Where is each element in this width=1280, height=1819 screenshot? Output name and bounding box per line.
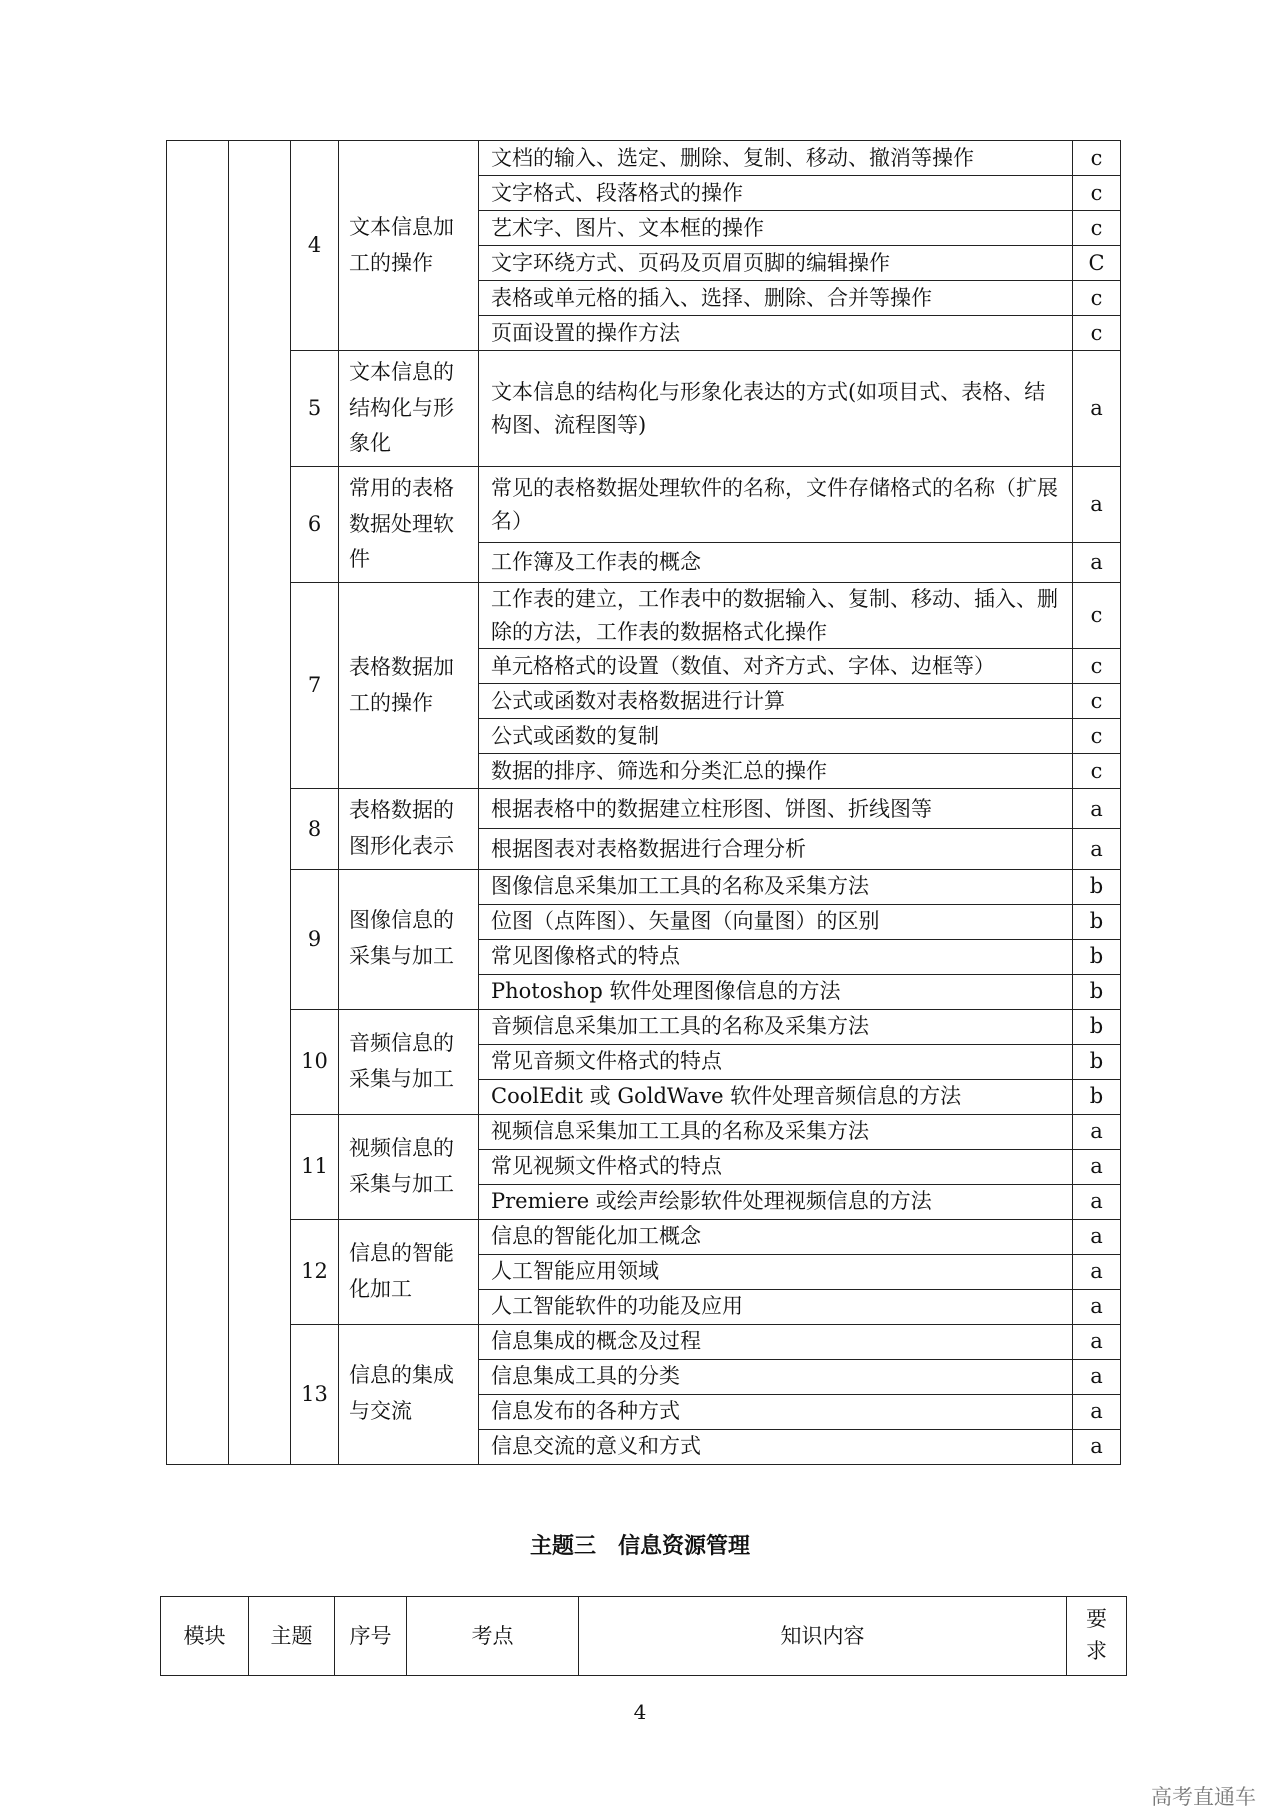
requirement-cell: c	[1073, 684, 1121, 719]
row-number: 12	[291, 1219, 339, 1324]
topic-cell: 常用的表格数据处理软件	[339, 467, 479, 583]
table-row	[167, 1324, 1121, 1359]
knowledge-cell: 表格或单元格的插入、选择、删除、合并等操作	[479, 281, 1073, 316]
knowledge-cell: 视频信息采集加工工具的名称及采集方法	[479, 1114, 1073, 1149]
knowledge-cell: 文字格式、段落格式的操作	[479, 176, 1073, 211]
row-number: 10	[291, 1009, 339, 1114]
row-number: 4	[291, 141, 339, 351]
knowledge-cell: 信息发布的各种方式	[479, 1394, 1073, 1429]
knowledge-cell: 常见视频文件格式的特点	[479, 1149, 1073, 1184]
topic-cell: 视频信息的采集与加工	[339, 1114, 479, 1219]
table-row	[167, 351, 1121, 467]
knowledge-cell: 工作表的建立，工作表中的数据输入、复制、移动、插入、删除的方法，工作表的数据格式化操作	[479, 583, 1073, 649]
table-row	[167, 467, 1121, 543]
topic-cell: 信息的集成与交流	[339, 1324, 479, 1464]
topic-cell: 音频信息的采集与加工	[339, 1009, 479, 1114]
knowledge-cell: 页面设置的操作方法	[479, 316, 1073, 351]
requirement-cell: c	[1073, 281, 1121, 316]
requirement-cell: b	[1073, 1044, 1121, 1079]
requirement-cell: c	[1073, 316, 1121, 351]
topic-cell: 文本信息加工的操作	[339, 141, 479, 351]
requirement-cell: b	[1073, 939, 1121, 974]
topic-cell: 文本信息的结构化与形象化	[339, 351, 479, 467]
requirement-cell: b	[1073, 1079, 1121, 1114]
topic-cell: 表格数据加工的操作	[339, 583, 479, 789]
theme-cell	[229, 141, 291, 1465]
header-req-text: 要求	[1086, 1607, 1107, 1663]
knowledge-cell: 常见音频文件格式的特点	[479, 1044, 1073, 1079]
row-number: 6	[291, 467, 339, 583]
requirement-cell: a	[1073, 1359, 1121, 1394]
knowledge-cell: CoolEdit 或 GoldWave 软件处理音频信息的方法	[479, 1079, 1073, 1114]
table-row	[167, 1219, 1121, 1254]
requirement-cell: b	[1073, 1009, 1121, 1044]
requirement-cell: a	[1073, 351, 1121, 467]
knowledge-cell: 单元格格式的设置（数值、对齐方式、字体、边框等）	[479, 649, 1073, 684]
requirement-cell: C	[1073, 246, 1121, 281]
knowledge-cell: 文档的输入、选定、删除、复制、移动、撤消等操作	[479, 141, 1073, 176]
row-number: 5	[291, 351, 339, 467]
header-content: 知识内容	[579, 1597, 1067, 1676]
watermark: 高考直通车	[1151, 1785, 1256, 1809]
table-row	[167, 583, 1121, 649]
requirement-cell: a	[1073, 1429, 1121, 1464]
requirement-cell: a	[1073, 467, 1121, 543]
knowledge-cell: 根据图表对表格数据进行合理分析	[479, 829, 1073, 869]
knowledge-table	[166, 140, 1121, 1465]
requirement-cell: b	[1073, 974, 1121, 1009]
requirement-cell: b	[1073, 904, 1121, 939]
requirement-cell: b	[1073, 869, 1121, 904]
topic-cell: 信息的智能化加工	[339, 1219, 479, 1324]
header-point: 考点	[407, 1597, 579, 1676]
row-number: 8	[291, 789, 339, 869]
knowledge-cell: 位图（点阵图）、矢量图（向量图）的区别	[479, 904, 1073, 939]
next-table-header	[160, 1596, 1127, 1676]
row-number: 7	[291, 583, 339, 789]
section-title: 主题三 信息资源管理	[529, 1534, 750, 1559]
knowledge-cell: 艺术字、图片、文本框的操作	[479, 211, 1073, 246]
requirement-cell: a	[1073, 1289, 1121, 1324]
knowledge-cell: 数据的排序、筛选和分类汇总的操作	[479, 754, 1073, 789]
topic-cell: 表格数据的图形化表示	[339, 789, 479, 869]
knowledge-cell: 文本信息的结构化与形象化表达的方式(如项目式、表格、结构图、流程图等)	[479, 351, 1073, 467]
knowledge-cell: 信息的智能化加工概念	[479, 1219, 1073, 1254]
requirement-cell: a	[1073, 1149, 1121, 1184]
row-number: 13	[291, 1324, 339, 1464]
knowledge-cell: 常见图像格式的特点	[479, 939, 1073, 974]
header-module: 模块	[161, 1597, 249, 1676]
knowledge-cell: 公式或函数的复制	[479, 719, 1073, 754]
requirement-cell: a	[1073, 789, 1121, 829]
requirement-cell: c	[1073, 141, 1121, 176]
table-row	[167, 141, 1121, 176]
requirement-cell: a	[1073, 542, 1121, 582]
header-theme: 主题	[249, 1597, 335, 1676]
header-req	[1067, 1597, 1127, 1676]
knowledge-cell: 人工智能应用领域	[479, 1254, 1073, 1289]
knowledge-cell: 根据表格中的数据建立柱形图、饼图、折线图等	[479, 789, 1073, 829]
page-number: 4	[633, 1700, 647, 1724]
requirement-cell: c	[1073, 583, 1121, 649]
requirement-cell: a	[1073, 1114, 1121, 1149]
requirement-cell: a	[1073, 1254, 1121, 1289]
requirement-cell: c	[1073, 649, 1121, 684]
requirement-cell: c	[1073, 211, 1121, 246]
requirement-cell: c	[1073, 754, 1121, 789]
topic-cell: 图像信息的采集与加工	[339, 869, 479, 1009]
table-row	[167, 1009, 1121, 1044]
requirement-cell: a	[1073, 829, 1121, 869]
knowledge-cell: 常见的表格数据处理软件的名称，文件存储格式的名称（扩展名）	[479, 467, 1073, 543]
knowledge-cell: 文字环绕方式、页码及页眉页脚的编辑操作	[479, 246, 1073, 281]
knowledge-cell: Photoshop 软件处理图像信息的方法	[479, 974, 1073, 1009]
table-row	[167, 869, 1121, 904]
requirement-cell: a	[1073, 1184, 1121, 1219]
row-number: 11	[291, 1114, 339, 1219]
knowledge-cell: 人工智能软件的功能及应用	[479, 1289, 1073, 1324]
requirement-cell: c	[1073, 719, 1121, 754]
knowledge-cell: 音频信息采集加工工具的名称及采集方法	[479, 1009, 1073, 1044]
knowledge-cell: Premiere 或绘声绘影软件处理视频信息的方法	[479, 1184, 1073, 1219]
row-number: 9	[291, 869, 339, 1009]
knowledge-cell: 工作簿及工作表的概念	[479, 542, 1073, 582]
knowledge-cell: 信息集成的概念及过程	[479, 1324, 1073, 1359]
knowledge-cell: 信息集成工具的分类	[479, 1359, 1073, 1394]
table-row	[167, 789, 1121, 829]
requirement-cell: a	[1073, 1394, 1121, 1429]
knowledge-cell: 图像信息采集加工工具的名称及采集方法	[479, 869, 1073, 904]
requirement-cell: a	[1073, 1219, 1121, 1254]
table-row	[167, 1114, 1121, 1149]
requirement-cell: a	[1073, 1324, 1121, 1359]
module-cell	[167, 141, 229, 1465]
knowledge-cell: 公式或函数对表格数据进行计算	[479, 684, 1073, 719]
requirement-cell: c	[1073, 176, 1121, 211]
header-num: 序号	[335, 1597, 407, 1676]
knowledge-cell: 信息交流的意义和方式	[479, 1429, 1073, 1464]
